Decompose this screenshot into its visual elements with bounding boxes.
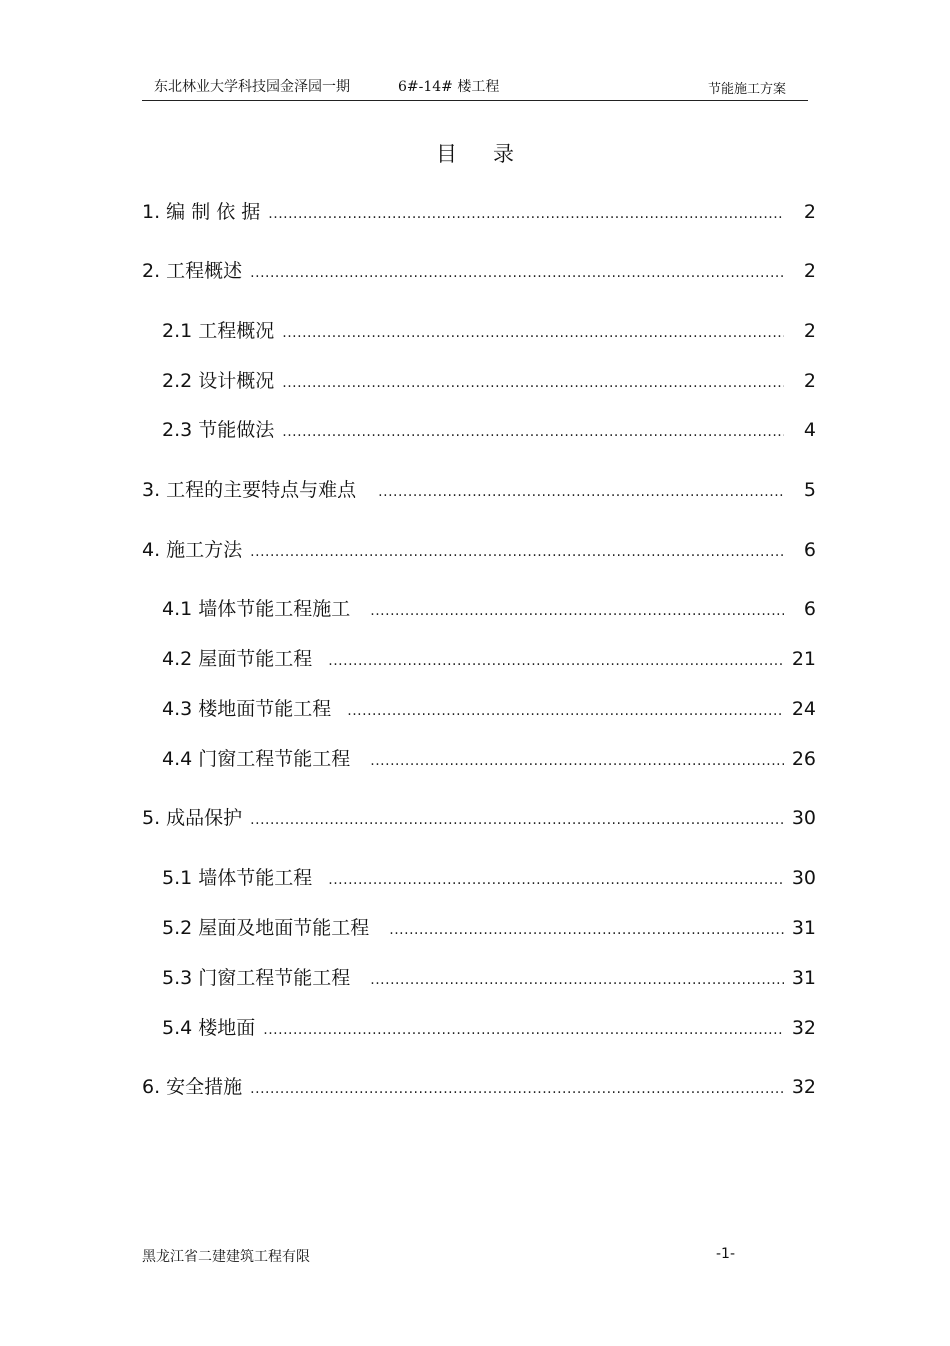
toc-entry-page: 2 — [803, 370, 816, 392]
toc-entry-page: 21 — [791, 648, 816, 670]
toc-title: 目录 — [436, 142, 550, 166]
toc-entry-page: 4 — [803, 419, 816, 441]
toc-leader — [370, 597, 784, 625]
toc-entry[interactable] — [142, 1073, 816, 1101]
toc-entry-label: 5.4 楼地面 — [162, 1017, 256, 1039]
toc-entry[interactable] — [162, 367, 816, 395]
toc-leader — [282, 319, 784, 347]
toc-leader — [250, 538, 784, 566]
toc-entry-page: 2 — [803, 260, 816, 282]
toc-entry-page: 32 — [791, 1017, 816, 1039]
toc-entry[interactable] — [162, 695, 816, 723]
toc-entry[interactable] — [162, 745, 816, 773]
toc-entry-label: 2. 工程概述 — [142, 260, 243, 282]
toc-entry-label: 4.3 楼地面节能工程 — [162, 698, 332, 720]
toc-entry[interactable] — [142, 476, 816, 504]
toc-entry-page: 30 — [791, 867, 816, 889]
toc-leader — [282, 369, 784, 397]
toc-leader — [378, 478, 784, 506]
toc-leader — [328, 866, 784, 894]
toc-entry-label: 4.2 屋面节能工程 — [162, 648, 313, 670]
toc-entry[interactable] — [162, 645, 816, 673]
toc-entry-label: 4.1 墙体节能工程施工 — [162, 598, 351, 620]
toc-entry[interactable] — [162, 416, 816, 444]
toc-leader — [282, 418, 784, 446]
toc-entry-label: 2.2 设计概况 — [162, 370, 275, 392]
toc-entry[interactable] — [162, 595, 816, 623]
toc-leader — [250, 806, 784, 834]
toc-entry-page: 31 — [791, 967, 816, 989]
toc-leader — [268, 200, 784, 228]
toc-entry-label: 5.2 屋面及地面节能工程 — [162, 917, 370, 939]
toc-entry-label: 5. 成品保护 — [142, 807, 243, 829]
toc-leader — [328, 647, 784, 675]
toc-entry-page: 2 — [803, 201, 816, 223]
toc-entry-page: 5 — [803, 479, 816, 501]
toc-leader — [250, 259, 784, 287]
header-document-type: 节能施工方案 — [707, 82, 786, 97]
toc-entry-page: 2 — [803, 320, 816, 342]
toc-entry-label: 5.3 门窗工程节能工程 — [162, 967, 351, 989]
toc-leader — [370, 966, 784, 994]
toc-entry-label: 3. 工程的主要特点与难点 — [142, 479, 357, 501]
page-header — [142, 76, 808, 101]
footer-page-number: -1- — [716, 1246, 736, 1262]
toc-entry-page: 31 — [791, 917, 816, 939]
header-project-name: 东北林业大学科技园金泽园一期 — [154, 79, 350, 95]
header-building: 6#-14# 楼工程 — [398, 79, 500, 95]
toc-entry-page: 6 — [803, 539, 816, 561]
toc-entry-label: 4.4 门窗工程节能工程 — [162, 748, 351, 770]
toc-entry[interactable] — [142, 536, 816, 564]
toc-leader — [370, 747, 784, 775]
toc-entry[interactable] — [142, 804, 816, 832]
toc-entry[interactable] — [162, 964, 816, 992]
toc-leader — [347, 697, 784, 725]
toc-entry-label: 1. 编 制 依 据 — [142, 201, 261, 223]
toc-entry[interactable] — [162, 317, 816, 345]
toc-entry-page: 26 — [791, 748, 816, 770]
toc-entry[interactable] — [162, 864, 816, 892]
toc-leader — [389, 916, 784, 944]
toc-entry[interactable] — [162, 914, 816, 942]
toc-entry[interactable] — [142, 198, 816, 226]
footer-company: 黑龙江省二建建筑工程有限 — [142, 1249, 310, 1265]
toc-entry-page: 30 — [791, 807, 816, 829]
toc-entry-label: 5.1 墙体节能工程 — [162, 867, 313, 889]
toc-entry-label: 6. 安全措施 — [142, 1076, 243, 1098]
toc-entry-label: 2.3 节能做法 — [162, 419, 275, 441]
toc-entry-page: 24 — [791, 698, 816, 720]
toc-entry-page: 32 — [791, 1076, 816, 1098]
toc-leader — [250, 1075, 784, 1103]
toc-leader — [263, 1016, 784, 1044]
toc-entry[interactable] — [162, 1014, 816, 1042]
toc-entry-page: 6 — [803, 598, 816, 620]
toc-entry-label: 2.1 工程概况 — [162, 320, 275, 342]
toc-entry[interactable] — [142, 257, 816, 285]
toc-entry-label: 4. 施工方法 — [142, 539, 243, 561]
